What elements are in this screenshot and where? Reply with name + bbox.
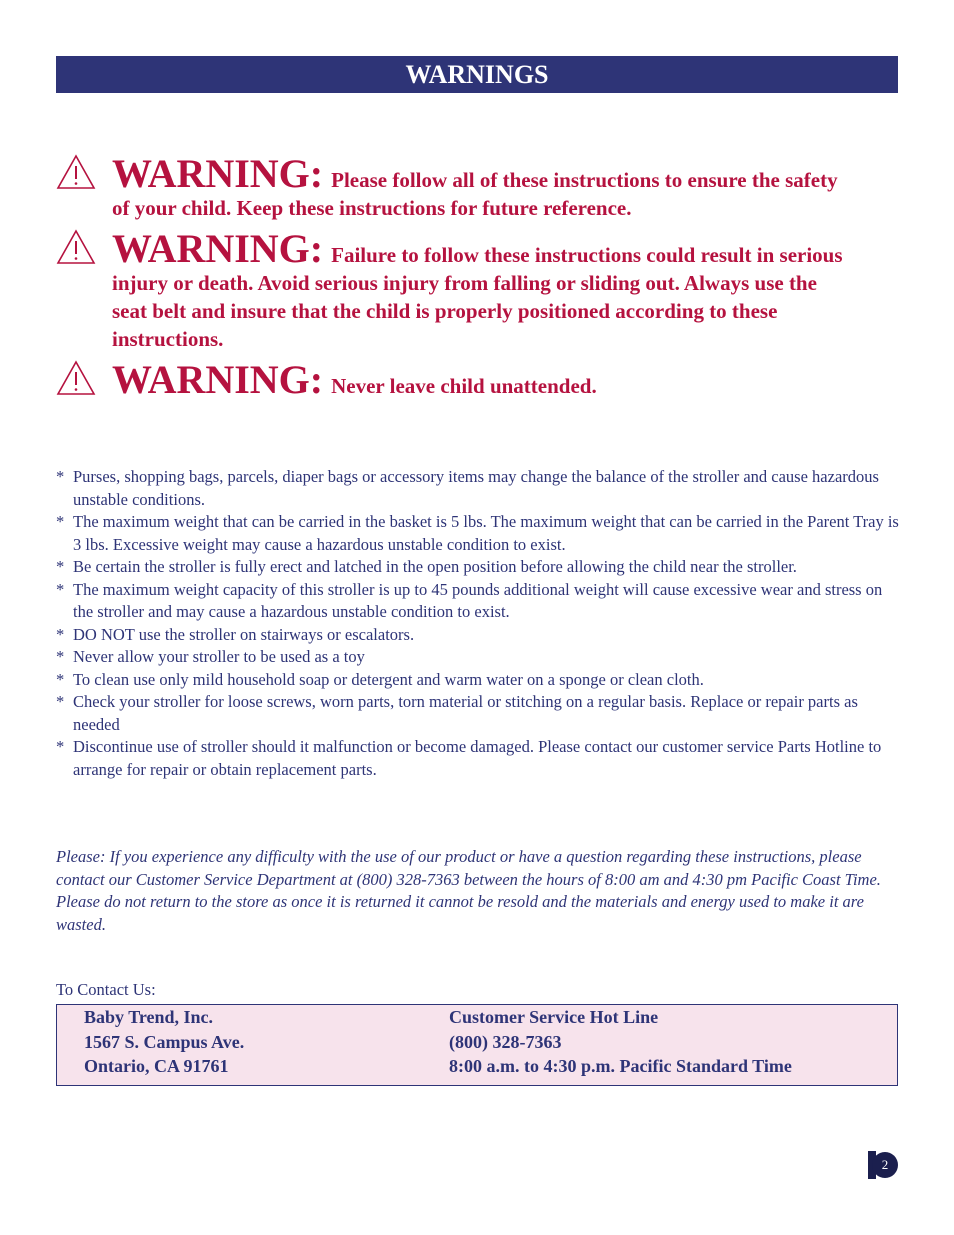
street-address: 1567 S. Campus Ave. [84, 1031, 245, 1052]
warnings-banner: WARNINGS [56, 56, 898, 93]
hotline-title: Customer Service Hot Line [449, 1007, 659, 1027]
bullet-text: Purses, shopping bags, parcels, diaper bags or accessory items may change the balance of the stroller and cause hazardous unstable conditions. [73, 467, 879, 509]
page-number-badge [868, 1151, 898, 1179]
bullet-marker: * [56, 467, 65, 486]
warning-heading: WARNING: [112, 226, 324, 271]
list-item [56, 579, 901, 624]
contact-label: To Contact Us: [56, 980, 156, 999]
warning-block-3 [56, 357, 856, 402]
bullet-marker: * [56, 647, 65, 666]
warning-triangle-icon [56, 360, 96, 396]
hotline-phone: (800) 328-7363 [449, 1031, 562, 1052]
city-address: Ontario, CA 91761 [84, 1056, 229, 1076]
safety-bullet-list [56, 466, 901, 781]
bullet-marker: * [56, 557, 65, 576]
bullet-marker: * [56, 512, 65, 531]
hotline-column [449, 1005, 792, 1079]
warning-text: Please follow all of these instructions to ensure the safety of your child. Keep these instructions for future reference. [112, 168, 838, 220]
hotline-hours: 8:00 a.m. to 4:30 p.m. Pacific Standard Time [449, 1056, 792, 1076]
company-name: Baby Trend, Inc. [84, 1007, 214, 1027]
bullet-marker: * [56, 692, 65, 711]
list-item [56, 669, 901, 692]
bullet-text: To clean use only mild household soap or detergent and warm water on a sponge or clean cloth. [73, 669, 704, 689]
warning-block-1 [56, 151, 856, 222]
bullet-text: Discontinue use of stroller should it malfunction or become damaged. Please contact our customer service Parts Hotline to arrange for repair or obtain replacement parts. [73, 737, 882, 779]
bullet-text: Be certain the stroller is fully erect and latched in the open position before allowing the child near the stroller. [73, 557, 797, 576]
warning-text: Failure to follow these instructions could result in serious injury or death. Avoid serious injury from falling or sliding out. Always use the seat belt and insure that the child is properly positioned according to these instructions. [112, 243, 843, 351]
warning-text: Never leave child unattended. [331, 374, 597, 398]
list-item [56, 466, 901, 511]
list-item [56, 624, 901, 647]
list-item [56, 736, 901, 781]
bullet-marker: * [56, 669, 65, 689]
bullet-marker: * [56, 579, 65, 599]
bullet-marker: * [56, 737, 65, 756]
warning-block-2 [56, 226, 856, 353]
list-item [56, 646, 901, 669]
bullet-text: The maximum weight capacity of this stroller is up to 45 pounds additional weight will cause excessive wear and stress on the stroller and may cause a hazardous unstable condition to exist. [73, 579, 883, 621]
contact-box [56, 1004, 898, 1086]
bullet-text: The maximum weight that can be carried in the basket is 5 lbs. The maximum weight that can be carried in the Parent Tray is 3 lbs. Excessive weight may cause a hazardous unstable condition to exist. [73, 512, 899, 554]
page-number: 2 [872, 1152, 898, 1178]
bullet-text: DO NOT use the stroller on stairways or escalators. [73, 624, 415, 644]
customer-service-note: Please: If you experience any difficulty with the use of our product or have a question regarding these instructions, please contact our Customer Service Department at (800) 328-7363 between the hours of 8:00 am and 4:30 pm Pacific Coast Time. Please do not return to the store as once it is returned it cannot be resold and the materials and energy used to make it are wasted. [56, 847, 881, 935]
bullet-marker: * [56, 624, 65, 644]
bullet-text: Check your stroller for loose screws, worn parts, torn material or stitching on a regular basis. Replace or repair parts as needed [73, 692, 858, 734]
list-item [56, 511, 901, 556]
address-column [84, 1005, 244, 1079]
list-item [56, 556, 901, 579]
bullet-text: Never allow your stroller to be used as a toy [73, 647, 365, 666]
warning-heading: WARNING: [112, 151, 324, 196]
list-item [56, 691, 901, 736]
warning-triangle-icon [56, 229, 96, 265]
warning-heading: WARNING: [112, 357, 324, 402]
warning-triangle-icon [56, 154, 96, 190]
